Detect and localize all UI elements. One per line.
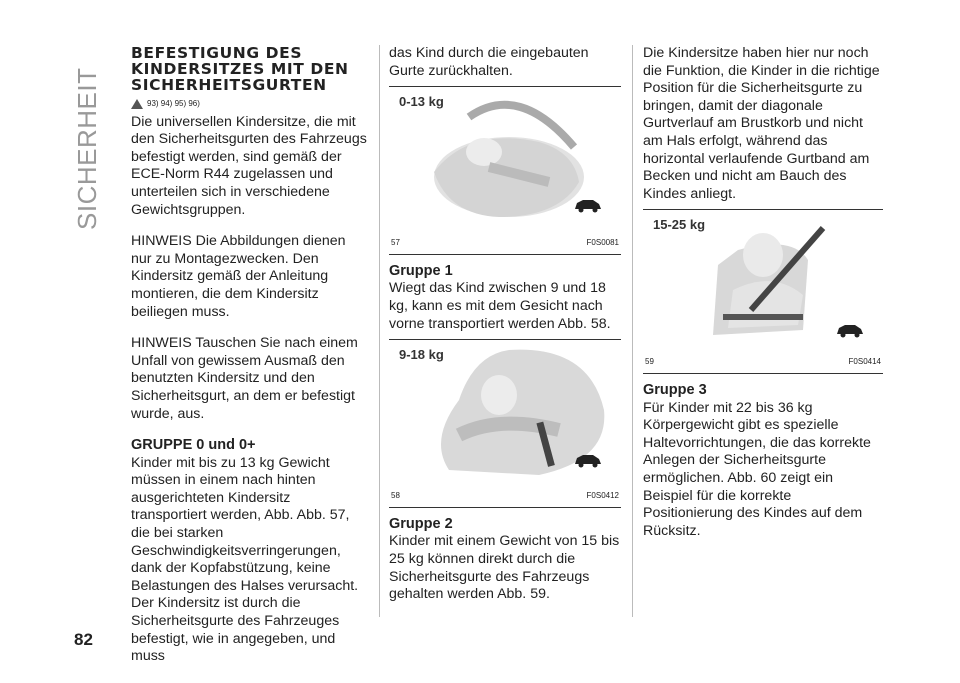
- figure-code: F0S0414: [848, 357, 881, 367]
- figure-number: 59: [645, 357, 654, 367]
- heading-line: KINDERSITZES MIT DEN: [131, 60, 349, 78]
- page-heading: [131, 45, 369, 93]
- figure-code: F0S0412: [586, 491, 619, 501]
- paragraph: Kinder mit bis zu 13 kg Gewicht müssen in einem nach hinten ausgerichteten Kindersitz transportiert werden, Abb. Abb. 57, die bei starken Geschwindigkeitsverringerungen, dank der Kopfabstützung, keine Belastungen des Halses verursacht.: [131, 454, 359, 594]
- car-direction-icon: [835, 322, 865, 338]
- column-3: [643, 45, 883, 540]
- paragraph: Der Kindersitz ist durch die Sicherheitsgurte des Fahrzeuges befestigt, wie in angegeben, und muss: [131, 595, 340, 665]
- paragraph: Wiegt das Kind zwischen 9 und 18 kg, kann es mit dem Gesicht nach vorne transportiert werden Abb. 58.: [389, 280, 611, 332]
- subheading: Gruppe 3: [643, 381, 707, 398]
- paragraph: Kinder mit einem Gewicht von 15 bis 25 kg können direkt durch die Sicherheitsgurte des Fahrzeugs gehalten werden Abb. 59.: [389, 533, 620, 603]
- figure-number: 57: [391, 238, 400, 248]
- figure-58: [389, 339, 621, 508]
- figure-number: 58: [391, 491, 400, 501]
- note-paragraph: HINWEIS Tauschen Sie nach einem Unfall von gewissem Ausmaß den benutzten Kindersitz und den Sicherheitsgurt, an dem er befestigt wurde, aus.: [131, 335, 358, 422]
- paragraph: Die Kindersitze haben hier nur noch die Funktion, die Kinder in die richtige Position für die Sicherheitsgurte zu bringen, damit der diagonale Gurtverlauf am Brustkorb und nicht am Hals erfolgt, während das horizontal verlaufende Gurtband am Becken und nicht am Bauch des Kindes anliegt.: [643, 45, 880, 202]
- figure-57: [389, 86, 621, 255]
- figure-label: 9-18 kg: [399, 347, 444, 363]
- figure-59: [643, 209, 883, 374]
- section-title: SICHERHEIT: [72, 67, 102, 230]
- column-2: [389, 45, 621, 604]
- paragraph: Für Kinder mit 22 bis 36 kg Körpergewicht gibt es spezielle Haltevorrichtungen, die das korrekte Anlegen der Sicherheitsgurte ermöglichen. Abb. 60 zeigt ein Beispiel für die korrekte Positionierung des Kindes auf dem Rücksitz.: [643, 399, 871, 539]
- paragraph: das Kind durch die eingebauten Gurte zurückhalten.: [389, 45, 589, 79]
- warning-refs: [131, 95, 369, 113]
- column-1: [131, 45, 369, 666]
- subheading: Gruppe 1: [389, 262, 453, 279]
- figure-code: F0S0081: [586, 238, 619, 248]
- warning-triangle-icon: [131, 99, 143, 109]
- page-number: 82: [74, 630, 93, 649]
- figure-caption: [643, 350, 883, 373]
- paragraph: Die universellen Kindersitze, die mit den Sicherheitsgurten des Fahrzeugs befestigt werden, sind gemäß der ECE-Norm R44 zugelassen und unterteilen sich in verschiedene Gewichtsgruppen.: [131, 113, 367, 218]
- section-sidebar: [72, 40, 102, 240]
- warning-ref-list: 93) 94) 95) 96): [147, 99, 200, 108]
- car-direction-icon: [573, 452, 603, 468]
- heading-line: SICHERHEITSGURTEN: [131, 76, 327, 94]
- heading-line: BEFESTIGUNG DES: [131, 44, 303, 62]
- car-direction-icon: [573, 197, 603, 213]
- figure-caption: [389, 484, 621, 507]
- subheading: GRUPPE 0 und 0+: [131, 437, 256, 454]
- note-paragraph: HINWEIS Die Abbildungen dienen nur zu Montagezwecken. Den Kindersitz gemäß der Anleitung montieren, die dem Kindersitz beiliegen muss.: [131, 233, 346, 320]
- subheading: Gruppe 2: [389, 515, 453, 532]
- column-divider: [379, 45, 380, 617]
- figure-caption: [389, 231, 621, 254]
- figure-label: 0-13 kg: [399, 94, 444, 110]
- figure-label: 15-25 kg: [653, 217, 706, 233]
- column-divider: [632, 45, 633, 617]
